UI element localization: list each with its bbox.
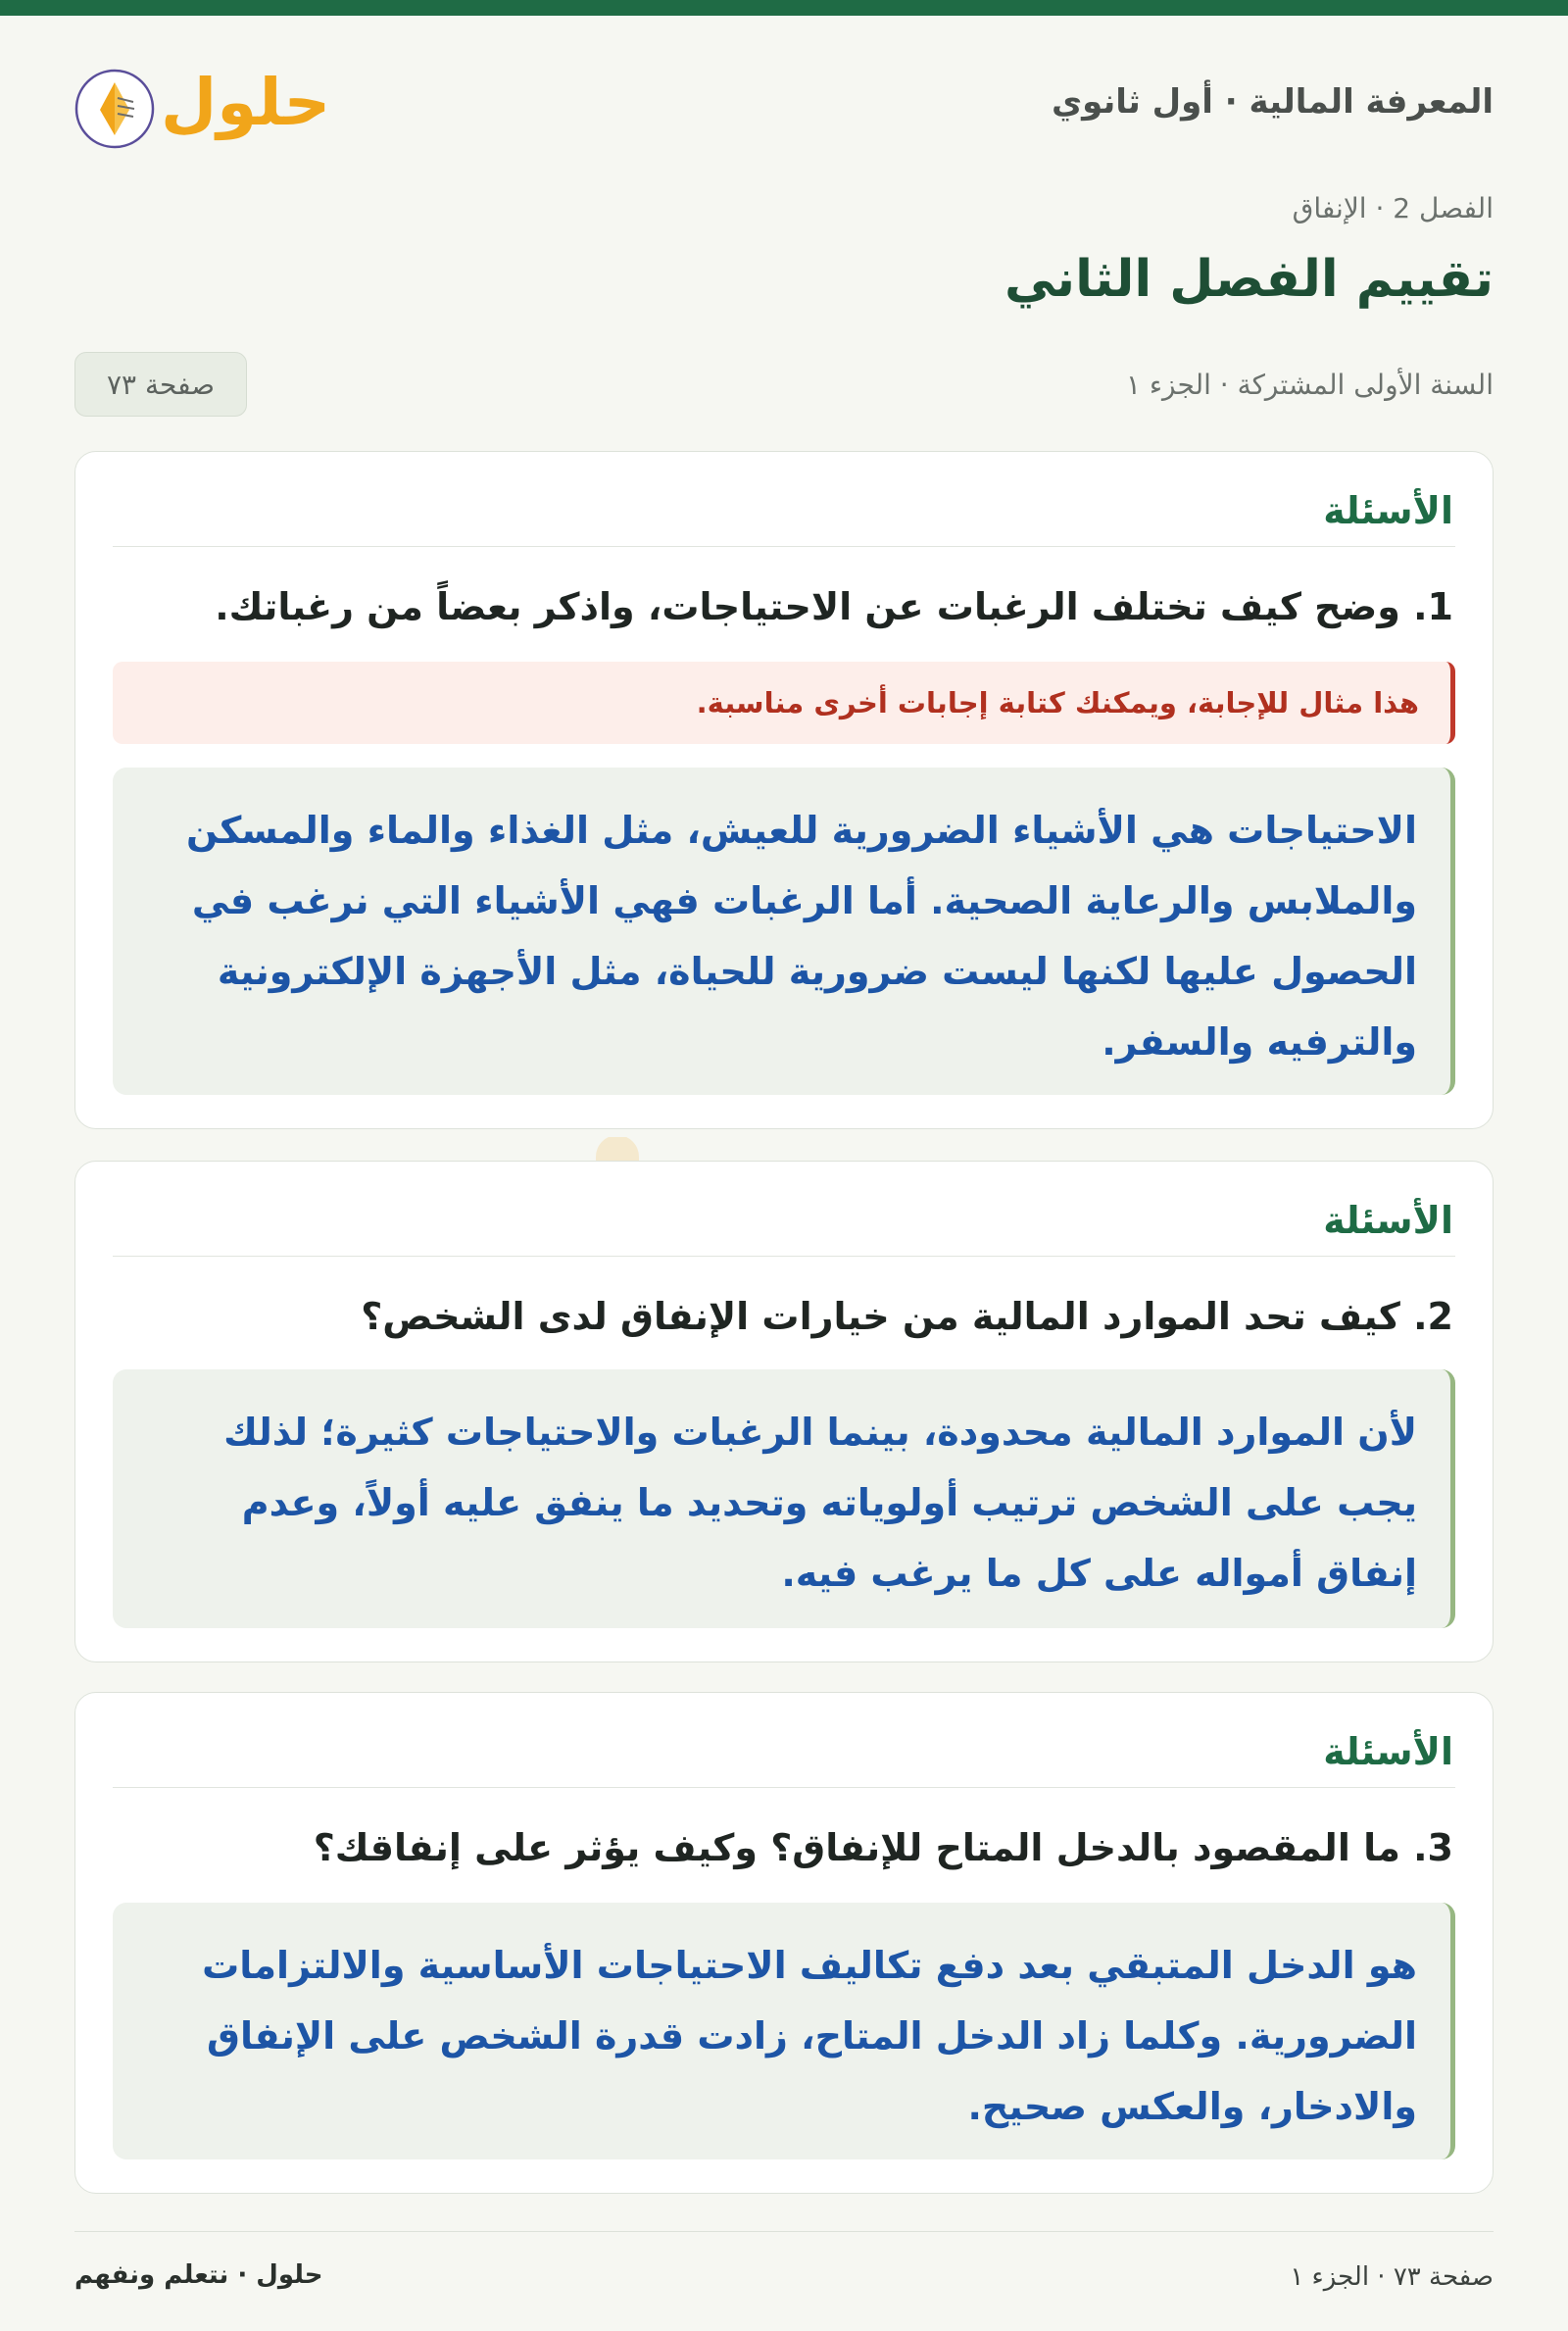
card-heading: الأسئلة <box>1323 1730 1453 1773</box>
question-card-2 <box>74 1161 1494 1662</box>
logo-text: حلول <box>161 65 331 140</box>
footer-page-info: صفحة ٧٣ · الجزء ١ <box>1290 2262 1494 2292</box>
footer-divider <box>74 2231 1494 2232</box>
breadcrumb: الفصل 2 · الإنفاق <box>1292 192 1494 224</box>
page-title: تقييم الفصل الثاني <box>1004 250 1494 309</box>
card-heading: الأسئلة <box>1323 489 1453 532</box>
answer-box: هو الدخل المتبقي بعد دفع تكاليف الاحتياجات الأساسية والالتزامات الضرورية. وكلما زاد الدخل المتاح، زادت قدرة الشخص على الإنفاق والادخار، والعكس صحيح. <box>113 1903 1455 2159</box>
page-header <box>74 61 1494 159</box>
top-accent-bar <box>0 0 1568 16</box>
answer-box: لأن الموارد المالية محدودة، بينما الرغبات والاحتياجات كثيرة؛ لذلك يجب على الشخص ترتيب أولوياته وتحديد ما ينفق عليه أولاً، وعدم إنفاق أمواله على كل ما يرغب فيه. <box>113 1369 1455 1628</box>
subject-title: المعرفة المالية · أول ثانوي <box>1051 82 1494 122</box>
question-text: 2. كيف تحد الموارد المالية من خيارات الإنفاق لدى الشخص؟ <box>361 1295 1453 1338</box>
question-card-1 <box>74 451 1494 1129</box>
divider <box>113 546 1455 547</box>
brand-logo[interactable] <box>74 61 329 159</box>
question-card-3 <box>74 1692 1494 2194</box>
question-text: 3. ما المقصود بالدخل المتاح للإنفاق؟ وكيف يؤثر على إنفاقك؟ <box>313 1826 1453 1869</box>
page-number-badge: صفحة ٧٣ <box>74 352 247 417</box>
divider <box>113 1787 1455 1788</box>
answer-box: الاحتياجات هي الأشياء الضرورية للعيش، مثل الغذاء والماء والمسكن والملابس والرعاية الصحية. أما الرغبات فهي الأشياء التي نرغب في الحصول عليها لكنها ليست ضرورية للحياة، مثل الأجهزة الإلكترونية والترفيه والسفر. <box>113 768 1455 1095</box>
book-meta: السنة الأولى المشتركة · الجزء ١ <box>1125 369 1494 401</box>
divider <box>113 1256 1455 1257</box>
card-heading: الأسئلة <box>1323 1199 1453 1242</box>
footer-brand: حلول · نتعلم ونفهم <box>74 2260 323 2290</box>
question-text: 1. وضح كيف تختلف الرغبات عن الاحتياجات، واذكر بعضاً من رغباتك. <box>215 585 1453 628</box>
answer-note: هذا مثال للإجابة، ويمكنك كتابة إجابات أخرى مناسبة. <box>113 662 1455 744</box>
logo-book-icon <box>74 69 155 149</box>
